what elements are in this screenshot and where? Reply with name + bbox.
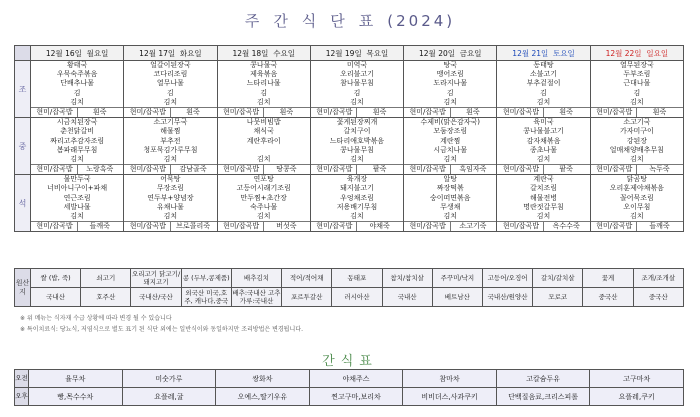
menu-item: 김치 <box>256 212 271 220</box>
menu-item: 김치 <box>443 154 458 163</box>
menu-cell <box>590 61 683 118</box>
menu-cell <box>404 118 497 175</box>
porridge-option: 흰죽 <box>263 108 308 117</box>
origin-label: 원산지 <box>15 269 31 307</box>
menu-item: 느타리애호박볶음 <box>329 136 385 145</box>
menu-item: 미역국 <box>346 61 368 69</box>
origin-ingredient: 적어/적어채 <box>282 269 332 288</box>
snack-afternoon-item: 찐고구마,보리차 <box>309 388 403 406</box>
menu-item: 동태탕 <box>533 61 554 69</box>
meal-table-header <box>15 46 684 61</box>
meal-row-dinner <box>15 175 684 232</box>
menu-item: 갈치조림 <box>530 184 558 193</box>
snack-table <box>14 369 684 406</box>
menu-item: 김치 <box>70 154 84 163</box>
meal-label-breakfast: 조 <box>15 61 31 118</box>
menu-item: 연포탕 <box>253 175 274 184</box>
menu-item: 김치 <box>350 154 364 163</box>
menu-item: 김 <box>73 88 81 97</box>
menu-item: 황태국 <box>66 61 88 69</box>
menu-item: 감자채볶음 <box>526 136 561 145</box>
menu-item: 김 <box>633 88 641 97</box>
porridge-option: 흰죽 <box>636 108 681 117</box>
menu-item: 콩나물무침 <box>340 145 374 154</box>
porridge-option: 소고기죽 <box>450 222 495 231</box>
menu-item: 알탕 <box>443 175 458 184</box>
menu-item: 계란국 <box>533 175 554 184</box>
rice-option: 현미/잡곡밥 <box>596 107 633 116</box>
menu-item: 김치 <box>350 212 364 220</box>
origin-ingredient: 쌀 (밥, 죽) <box>31 269 81 288</box>
menu-item: 오이무침 <box>623 202 651 211</box>
menu-item <box>218 146 310 155</box>
menu-cell <box>124 61 217 118</box>
menu-cell <box>497 118 590 175</box>
menu-item: 육개장 <box>346 175 368 184</box>
menu-cell <box>404 61 497 118</box>
menu-item: 소고기무국 <box>153 118 188 127</box>
menu-item: 맹어조림 <box>436 70 464 79</box>
menu-item: 김 <box>446 88 454 97</box>
origin-place: 국내산/원양산 <box>482 288 532 307</box>
rice-row <box>218 107 310 117</box>
menu-cell <box>590 175 683 232</box>
menu-cell <box>217 118 310 175</box>
menu-item: 김치 <box>630 212 644 220</box>
weekly-meal-table <box>14 45 684 232</box>
snack-morning-item: 참마차 <box>403 370 497 388</box>
origin-ingredient: 쇠고기 <box>81 269 131 288</box>
menu-cell <box>497 175 590 232</box>
menu-item: 코다리조림 <box>153 70 188 79</box>
rice-row <box>497 164 589 174</box>
menu-cell <box>217 61 310 118</box>
origin-place: 베트남산 <box>432 288 482 307</box>
day-header: 12월 17일 화요일 <box>124 46 217 61</box>
rice-option: 현미/잡곡밥 <box>222 165 260 174</box>
origin-place: 호주산 <box>81 288 131 307</box>
rice-row <box>404 164 496 174</box>
porridge-option: 팥죽 <box>543 165 588 174</box>
origin-ingredient: 동태포 <box>332 269 382 288</box>
day-header: 12월 16일 월요일 <box>31 46 124 61</box>
menu-item: 강된장 <box>626 136 647 145</box>
menu-item: 저용배기무침 <box>336 202 378 211</box>
menu-item: 콩나물국 <box>250 61 278 69</box>
menu-item: 만두찜+초간장 <box>240 193 287 202</box>
porridge-option: 땅콩죽 <box>263 165 308 174</box>
menu-item: 김치 <box>350 97 364 106</box>
rice-row <box>124 221 216 231</box>
porridge-option: 들깨죽 <box>636 222 681 231</box>
snack-title: 간식표 <box>322 354 378 369</box>
menu-item: 얼매채양배추무침 <box>609 145 664 154</box>
meal-row-breakfast <box>15 61 684 118</box>
rice-row <box>218 164 310 174</box>
menu-item: 짜장떡볶 <box>436 184 464 193</box>
menu-cell <box>310 118 403 175</box>
menu-item: 김치 <box>630 154 644 163</box>
menu-item: 부추겉절이 <box>526 79 561 88</box>
rice-option: 현미/잡곡밥 <box>129 222 166 231</box>
menu-item: 유채나물 <box>156 202 184 211</box>
menu-item: 숭이떠면볶음 <box>429 193 471 202</box>
origin-place: 중국산 <box>583 288 633 307</box>
menu-cell <box>124 175 217 232</box>
menu-item: 채식국 <box>253 127 274 136</box>
origin-place-row <box>15 288 684 307</box>
menu-item: 김치 <box>256 154 271 163</box>
menu-item: 김 <box>540 88 547 97</box>
menu-item: 계란찜 <box>440 136 461 145</box>
menu-cell <box>124 118 217 175</box>
menu-item: 단배추나물 <box>60 79 95 88</box>
menu-item: 김치 <box>536 212 551 220</box>
menu-item: 가자미구이 <box>619 127 654 136</box>
menu-item: 김치 <box>256 97 271 106</box>
menu-item: 너비아니구이+파채 <box>47 184 108 193</box>
menu-item: 청포묵김가루무침 <box>143 145 198 154</box>
menu-item: 연두부+양념장 <box>147 193 194 202</box>
menu-item: 김치 <box>443 97 458 106</box>
menu-cell <box>31 118 124 175</box>
porridge-option: 노랑흑죽 <box>77 165 122 174</box>
snack-afternoon-item: 요플레,쿠키 <box>590 388 684 406</box>
menu-cell <box>404 175 497 232</box>
porridge-option: 팥죽 <box>356 165 401 174</box>
menu-item: 무생채 <box>440 202 461 211</box>
origin-ingredient: 꽃게 <box>583 269 633 288</box>
menu-item: 열무나물 <box>156 79 184 88</box>
title-text: 주간식단표 <box>244 12 388 30</box>
menu-item: 소불고기 <box>530 70 558 79</box>
menu-cell <box>590 118 683 175</box>
origin-place: 포르투갈산 <box>282 288 332 307</box>
origin-place: 모로코 <box>533 288 583 307</box>
menu-item: 모둠장조림 <box>433 127 468 136</box>
rice-option: 현미/잡곡밥 <box>409 165 446 174</box>
menu-item: 우엉채조림 <box>340 193 374 202</box>
menu-item: 고등어시래기조림 <box>236 184 291 193</box>
menu-item: 계란후라이 <box>246 136 281 145</box>
porridge-option: 흰죽 <box>77 108 122 117</box>
origin-ingredient: 조개/조개살 <box>633 269 683 288</box>
rice-option: 현미/잡곡밥 <box>316 165 353 174</box>
rice-row <box>31 164 123 174</box>
rice-row <box>124 107 216 117</box>
menu-item: 춘천닭갈비 <box>60 127 95 136</box>
origin-place: 국내산 <box>382 288 432 307</box>
menu-cell <box>217 175 310 232</box>
rice-option: 현미/잡곡밥 <box>502 165 539 174</box>
origin-place: 배추:국내산 고추가루:국내산 <box>232 289 281 305</box>
porridge-option: 녹두죽 <box>636 165 681 174</box>
menu-item: 꽃게된장찌개 <box>336 118 378 127</box>
menu-item: 꼴어묵조림 <box>619 193 654 202</box>
menu-item: 무장조림 <box>156 184 184 193</box>
origin-place: 국내산 <box>31 288 81 307</box>
origin-ingredient: 오리고기 닭고기/돼지고기 <box>131 270 181 286</box>
rice-option: 현미/잡곡밥 <box>502 222 539 231</box>
snack-morning-item: 고구마차 <box>590 370 684 388</box>
menu-item: 세발나물 <box>63 202 91 211</box>
menu-item: 해물찜 <box>160 127 181 136</box>
menu-item: 닭곰탕 <box>626 175 647 184</box>
origin-place: 국내산/국산 <box>131 288 181 307</box>
page-title <box>0 10 700 31</box>
menu-item: 김치 <box>630 97 644 106</box>
rice-row <box>591 107 683 117</box>
menu-item: 시금치나물 <box>433 145 468 154</box>
menu-item: 김치 <box>443 212 458 220</box>
menu-item: 연근조림 <box>63 193 91 202</box>
snack-afternoon-item: 빵,목수수차 <box>29 388 123 406</box>
day-header: 12월 18일 수요일 <box>217 46 310 61</box>
rice-option: 현미/잡곡밥 <box>502 107 539 116</box>
snack-morning-item: 쌍화차 <box>216 370 310 388</box>
menu-item: 김 <box>167 88 174 97</box>
origin-table <box>14 268 684 307</box>
rice-row <box>31 221 123 231</box>
header-corner <box>15 46 31 61</box>
rice-row <box>591 164 683 174</box>
menu-item: 김치 <box>70 212 84 220</box>
snack-afternoon-row <box>15 388 684 406</box>
snack-morning-row <box>15 370 684 388</box>
porridge-option: 흰죽 <box>450 108 495 117</box>
porridge-option: 감남골죽 <box>170 165 215 174</box>
menu-item: 김 <box>260 88 268 97</box>
rice-option: 현미/잡곡밥 <box>409 222 446 231</box>
porridge-option: 흰죽 <box>543 108 588 117</box>
origin-ingredient: 배추김치 <box>231 269 281 288</box>
rice-option: 현미/잡곡밥 <box>222 222 260 231</box>
rice-row <box>497 107 589 117</box>
menu-item: 참나물무침 <box>340 79 374 88</box>
snack-morning-label: 오전 <box>15 370 29 388</box>
porridge-option: 야채죽 <box>356 222 401 231</box>
rice-option: 현미/잡곡밥 <box>596 222 633 231</box>
origin-place: 러시아산 <box>332 288 382 307</box>
menu-item: 오리훈제야채볶음 <box>609 184 664 193</box>
origin-ingredient: 주꾸미/낙지 <box>432 269 482 288</box>
menu-item: 김치 <box>536 97 551 106</box>
menu-item: 김치 <box>163 154 178 163</box>
rice-option: 현미/잡곡밥 <box>316 107 353 116</box>
note-2: ※ 특이치료식: 당뇨식, 저염식으로 별도 표기 된 식단 외에는 일반식이와 동일하지만 조리방법은 변경됩니다. <box>20 326 303 333</box>
snack-morning-item: 율무차 <box>29 370 123 388</box>
menu-item: 김치 <box>70 97 84 106</box>
rice-row <box>311 107 403 117</box>
menu-item: 김치 <box>163 97 178 106</box>
menu-item: 종초나물 <box>530 145 558 154</box>
origin-ingredient: 콩 (두부,콩제품) <box>181 269 231 288</box>
snack-morning-item: 야채주스 <box>309 370 403 388</box>
menu-item: 봄파래무무침 <box>56 145 98 154</box>
day-header-sunday: 12월 22일 일요일 <box>590 46 683 61</box>
menu-item: 콩나물불고기 <box>523 127 564 136</box>
menu-item: 우묵숙주볶음 <box>56 70 98 79</box>
title-year: (2024) <box>387 12 456 30</box>
menu-item: 오리불고기 <box>340 70 374 79</box>
snack-afternoon-item: 단백질음료,크리스피롤 <box>496 388 590 406</box>
menu-item: 얼갈이된장국 <box>150 61 191 69</box>
note-1: ※ 위 메뉴는 식자재 수급 상황에 따라 변경 될 수 있습니다 <box>20 315 172 322</box>
menu-item: 숙주나물 <box>250 202 278 211</box>
rice-row <box>124 164 216 174</box>
menu-cell <box>310 61 403 118</box>
snack-afternoon-item: 요플레,귤 <box>122 388 216 406</box>
menu-item: 소고기국 <box>623 118 651 127</box>
menu-cell <box>31 175 124 232</box>
rice-row <box>404 107 496 117</box>
meal-row-lunch <box>15 118 684 175</box>
porridge-option: 흑임자죽 <box>450 165 495 174</box>
menu-item: 탕국 <box>443 61 458 69</box>
rice-row <box>404 221 496 231</box>
snack-afternoon-label: 오후 <box>15 388 29 406</box>
snack-morning-item: 고칼슘두유 <box>496 370 590 388</box>
menu-item: 짜리고추감자조림 <box>50 136 105 145</box>
rice-row <box>311 221 403 231</box>
menu-item: 제육볶음 <box>250 70 278 79</box>
snack-morning-item: 미숫가루 <box>122 370 216 388</box>
rice-option: 현미/잡곡밥 <box>36 165 73 174</box>
menu-item: 두부조림 <box>623 70 651 79</box>
rice-option: 현미/잡곡밥 <box>129 107 166 116</box>
menu-cell <box>31 61 124 118</box>
menu-item: 열무된장국 <box>619 61 654 69</box>
rice-option: 현미/잡곡밥 <box>596 165 633 174</box>
menu-item: 김치 <box>163 212 178 220</box>
menu-item: 느타리나물 <box>246 79 281 88</box>
menu-item: 갈치구이 <box>343 127 371 136</box>
day-header-saturday: 12월 21일 토요일 <box>497 46 590 61</box>
rice-option: 현미/잡곡밥 <box>36 222 73 231</box>
menu-item: 명란젓갈무침 <box>523 202 564 211</box>
menu-item: 시금치된장국 <box>56 118 98 127</box>
menu-cell <box>497 61 590 118</box>
origin-place: 외국산 미국,호주, 캐나다,중국 <box>181 288 231 307</box>
origin-place: 중국산 <box>633 288 683 307</box>
rice-option: 현미/잡곡밥 <box>129 165 166 174</box>
day-header: 12월 19일 목요일 <box>310 46 403 61</box>
menu-item: 육미국 <box>533 118 554 127</box>
menu-item: 근대나물 <box>623 79 651 88</box>
rice-row <box>31 107 123 117</box>
menu-item: 나뭇비빔밥 <box>246 118 281 127</box>
menu-item: 부추전 <box>160 136 181 145</box>
menu-item: 어묵탕 <box>160 175 181 184</box>
rice-row <box>311 164 403 174</box>
porridge-option: 들깨죽 <box>77 222 122 231</box>
menu-cell <box>310 175 403 232</box>
menu-item: 물만두국 <box>63 175 91 184</box>
snack-afternoon-item: 오예스,딸기우유 <box>216 388 310 406</box>
porridge-option: 브로콜리죽 <box>170 222 215 231</box>
rice-option: 현미/잡곡밥 <box>36 107 73 116</box>
porridge-option: 흰죽 <box>356 108 401 117</box>
menu-item: 수제비(맑은감자국) <box>420 118 481 127</box>
rice-row <box>218 221 310 231</box>
rice-row <box>497 221 589 231</box>
meal-label-lunch: 중 <box>15 118 31 175</box>
menu-item: 도라지나물 <box>433 79 468 88</box>
snack-afternoon-item: 비비더스,사과쿠키 <box>403 388 497 406</box>
day-header: 12월 20일 금요일 <box>404 46 497 61</box>
origin-ingredient-row <box>15 269 684 288</box>
rice-option: 현미/잡곡밥 <box>222 107 260 116</box>
menu-item: 김 <box>353 88 361 97</box>
origin-ingredient: 참치/참치살 <box>382 269 432 288</box>
menu-item: 돼지불고기 <box>340 184 374 193</box>
porridge-option: 옥수수죽 <box>543 222 588 231</box>
origin-ingredient: 고등어/오징어 <box>482 269 532 288</box>
menu-item: 김치 <box>536 154 551 163</box>
rice-option: 현미/잡곡밥 <box>316 222 353 231</box>
rice-option: 현미/잡곡밥 <box>409 107 446 116</box>
origin-ingredient: 갈치/갈치살 <box>533 269 583 288</box>
menu-item: 해물전병 <box>530 193 558 202</box>
porridge-option: 버섯죽 <box>263 222 308 231</box>
meal-label-dinner: 석 <box>15 175 31 232</box>
porridge-option: 흰죽 <box>170 108 215 117</box>
rice-row <box>591 221 683 231</box>
